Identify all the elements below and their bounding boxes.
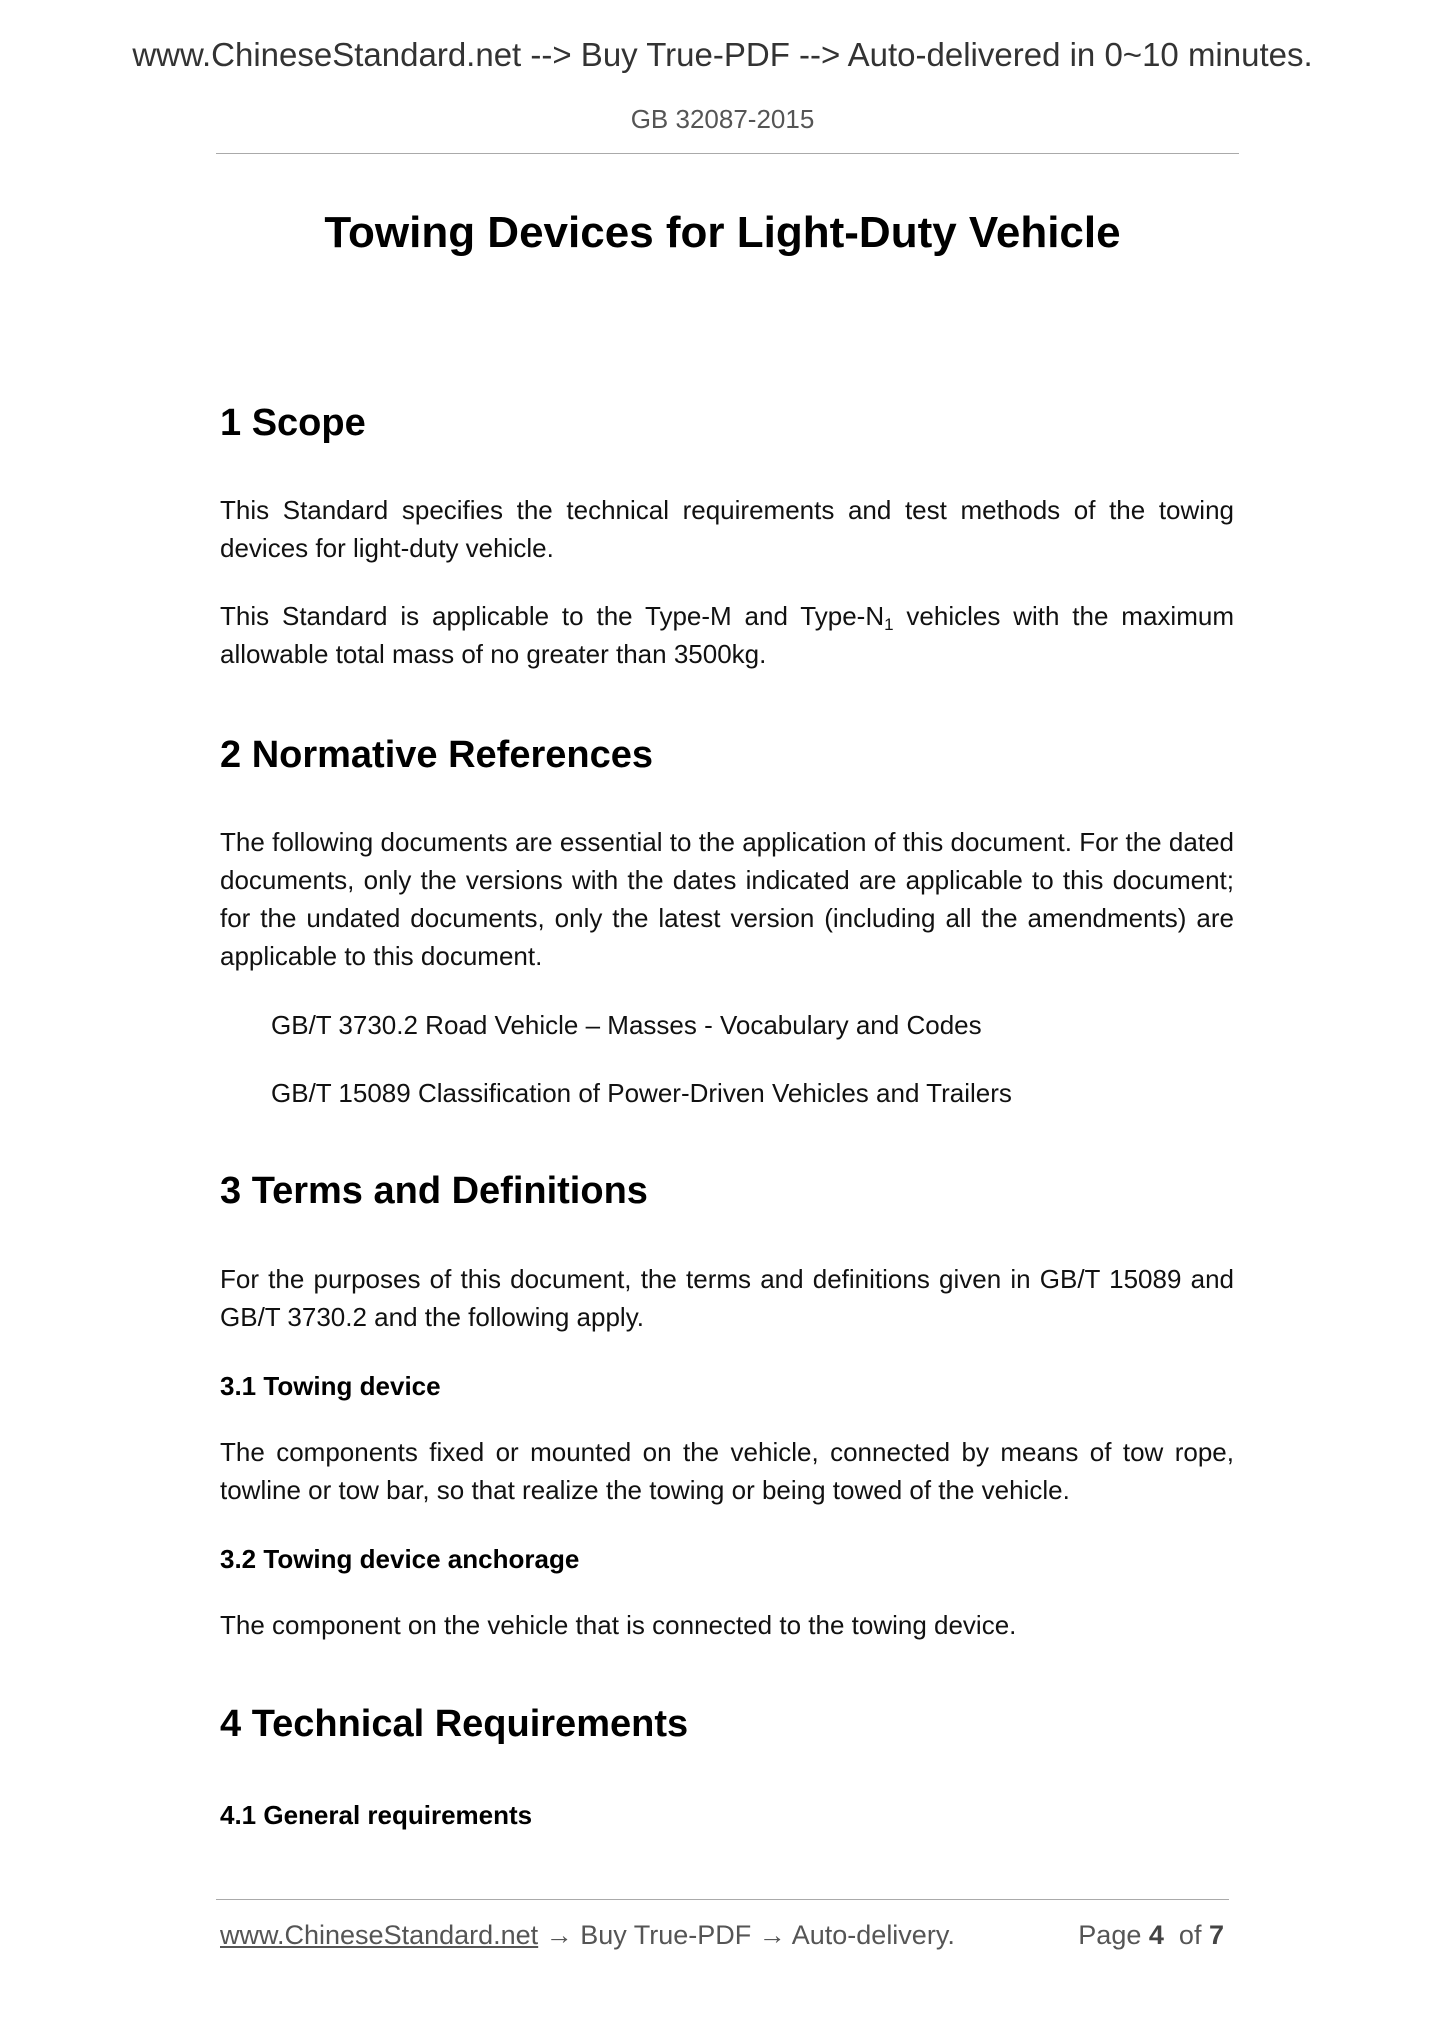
paragraph-2-text-end: vehicles with the maximum allowable total mass of no greater than 3500kg.	[220, 601, 1234, 669]
page-label: Page	[1078, 1920, 1142, 1950]
section-2-heading: 2 Normative References	[220, 734, 653, 776]
footer-website-link[interactable]: www.ChineseStandard.net	[220, 1920, 539, 1950]
page-current: 4	[1148, 1920, 1164, 1950]
footer-divider	[216, 1899, 1229, 1900]
section-1-paragraph-1: This Standard specifies the technical requirements and test methods of the towing devices for light-duty vehicle.	[220, 495, 1234, 563]
top-banner: www.ChineseStandard.net --> Buy True-PDF --> Auto-delivered in 0~10 minutes.	[132, 36, 1313, 73]
standard-code: GB 32087-2015	[630, 104, 815, 134]
section-3-heading: 3 Terms and Definitions	[220, 1170, 648, 1212]
section-2-paragraph-1: The following documents are essential to the application of this document. For the dated documents, only the versions with the dates indicated are applicable to this document; for the undated documents, only the latest version (including all the amendments) are applicable to this document.	[220, 827, 1234, 971]
term-3-1-definition: The components fixed or mounted on the vehicle, connected by means of tow rope, towline or tow bar, so that realize the towing or being towed of the vehicle.	[220, 1437, 1234, 1505]
page-footer	[220, 1920, 1229, 1951]
section-4-heading: 4 Technical Requirements	[220, 1703, 689, 1745]
normative-reference-2: GB/T 15089 Classification of Power-Driven Vehicles and Trailers	[271, 1078, 1012, 1108]
page-indicator	[1078, 1920, 1224, 1951]
header-divider	[216, 153, 1239, 154]
page-total: 7	[1208, 1920, 1224, 1950]
page-of: of	[1178, 1920, 1202, 1950]
normative-reference-1: GB/T 3730.2 Road Vehicle – Masses - Vocabulary and Codes	[271, 1010, 982, 1040]
term-3-2-heading: 3.2 Towing device anchorage	[220, 1544, 580, 1574]
paragraph-2-text-start: This Standard is applicable to the Type-M and Type-N	[220, 601, 885, 631]
footer-tagline: → Buy True-PDF → Auto-delivery.	[538, 1920, 955, 1950]
term-3-1-heading: 3.1 Towing device	[220, 1371, 441, 1401]
subsection-4-1-heading: 4.1 General requirements	[220, 1800, 533, 1830]
subscript-n1: 1	[884, 615, 894, 634]
section-1-paragraph-2	[220, 597, 1234, 673]
term-3-2-definition: The component on the vehicle that is connected to the towing device.	[220, 1610, 1017, 1640]
section-3-paragraph-1: For the purposes of this document, the terms and definitions given in GB/T 15089 and GB/T 3730.2 and the following apply.	[220, 1264, 1234, 1332]
document-title: Towing Devices for Light-Duty Vehicle	[324, 208, 1121, 257]
section-1-heading: 1 Scope	[220, 402, 366, 444]
